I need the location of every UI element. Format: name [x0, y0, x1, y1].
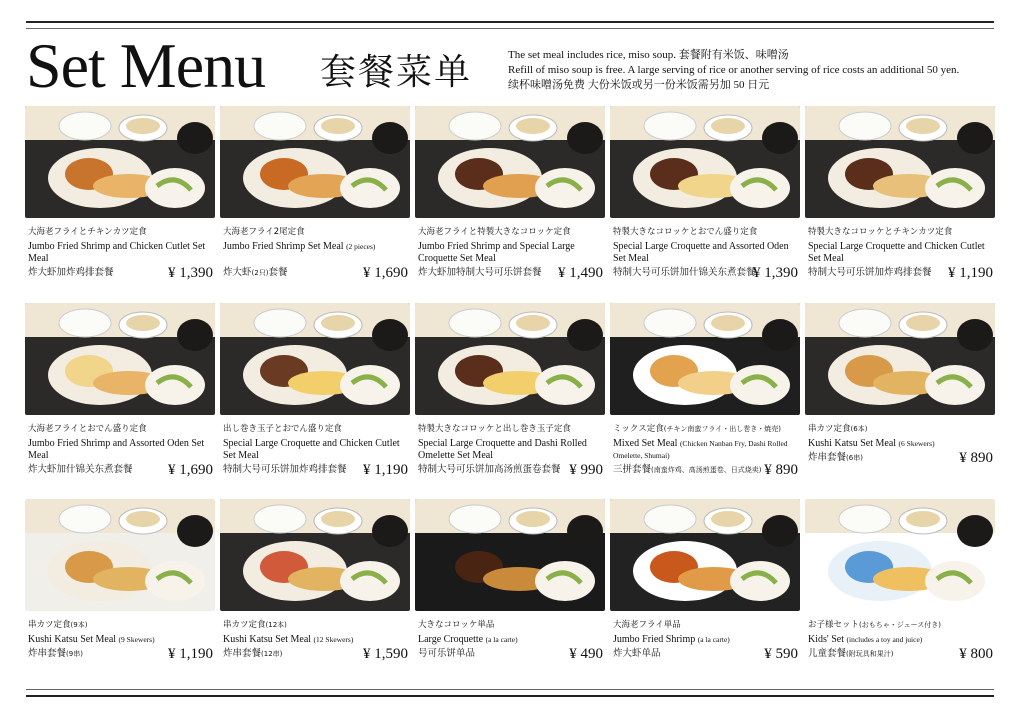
- item-name-japanese-text: 串カツ定食: [223, 620, 266, 630]
- item-name-english: [418, 241, 604, 265]
- item-name-japanese-note: (9本): [70, 621, 88, 629]
- item-name-english: [808, 241, 994, 265]
- item-name-japanese-note: (6本): [850, 425, 868, 433]
- item-name-chinese: [28, 648, 83, 660]
- item-name-japanese: [418, 227, 571, 238]
- item-name-english-note: (6 Skewers): [898, 439, 935, 448]
- menu-item-card[interactable]: [610, 106, 800, 288]
- item-price: ¥ 1,690: [363, 265, 408, 281]
- menu-item-card[interactable]: [25, 303, 215, 485]
- item-name-chinese-suffix: 套餐: [268, 267, 288, 278]
- item-name-chinese: [808, 267, 932, 279]
- dish-photo: [805, 106, 995, 218]
- item-price: ¥ 1,390: [168, 265, 213, 281]
- note-line: 续杯味噌汤免费 大份米饭或另一份米饭需另加 50 日元: [508, 79, 770, 91]
- item-name-chinese: [808, 452, 863, 464]
- item-name-english: [223, 438, 409, 462]
- item-name-japanese-text: 特製大きなコロッケと出し巻き玉子定食: [418, 424, 571, 434]
- menu-item-card[interactable]: [805, 499, 995, 681]
- item-name-japanese-text: 大海老フライ2尾定食: [223, 227, 305, 237]
- item-price: ¥ 1,190: [363, 462, 408, 478]
- menu-item-card[interactable]: [220, 303, 410, 485]
- menu-item-card[interactable]: [25, 499, 215, 681]
- item-name-chinese: [223, 648, 282, 660]
- item-name-chinese-text: 号可乐饼单品: [418, 648, 476, 659]
- dish-photo: [805, 303, 995, 415]
- item-name-chinese: [613, 267, 756, 279]
- item-name-english-text: Special Large Croquette and Assorted Oden Set Meal: [613, 241, 789, 264]
- item-name-english-text: Jumbo Fried Shrimp Set Meal: [223, 241, 344, 252]
- item-name-chinese-text: 炸串套餐: [808, 452, 847, 463]
- item-name-japanese: [808, 424, 867, 435]
- item-price: ¥ 590: [764, 646, 798, 662]
- item-name-chinese-text: 特制大号可乐饼加高汤煎蛋卷套餐: [418, 464, 561, 475]
- item-price: ¥ 1,590: [363, 646, 408, 662]
- bottom-rule-thin: [26, 689, 994, 690]
- item-name-english-text: Special Large Croquette and Chicken Cutlet Set Meal: [808, 241, 985, 264]
- item-name-chinese-text: 炸大虾加什锦关东煮套餐: [28, 464, 133, 475]
- item-name-chinese-note: (6串): [846, 454, 863, 462]
- item-name-chinese-text: 三拼套餐: [613, 464, 652, 475]
- note-line: Refill of miso soup is free. A large serving of rice or another serving of rice costs an additional 50 yen.: [508, 64, 960, 76]
- item-name-english: [613, 241, 799, 265]
- item-name-japanese-text: 大海老フライ単品: [613, 620, 681, 630]
- item-name-chinese-text: 儿童套餐: [808, 648, 847, 659]
- item-name-chinese: [28, 464, 133, 476]
- item-name-japanese-note: (12本): [265, 621, 287, 629]
- item-name-chinese: [613, 464, 761, 476]
- dish-photo: [25, 499, 215, 611]
- item-name-japanese: [613, 227, 757, 238]
- menu-item-card[interactable]: [415, 499, 605, 681]
- dish-photo: [220, 106, 410, 218]
- item-name-japanese: [28, 227, 147, 238]
- item-name-japanese-text: 大海老フライと特製大きなコロッケ定食: [418, 227, 571, 237]
- item-name-english-note: (9 Skewers): [118, 635, 155, 644]
- item-price: ¥ 1,490: [558, 265, 603, 281]
- item-name-chinese: [223, 464, 347, 476]
- item-price: ¥ 1,390: [753, 265, 798, 281]
- menu-item-card[interactable]: [415, 106, 605, 288]
- item-name-japanese: [613, 424, 781, 435]
- item-name-japanese: [28, 620, 87, 631]
- bottom-rule-thick: [26, 695, 994, 697]
- item-name-japanese-note: (チキン南蛮フライ・出し巻き・焼売): [663, 425, 781, 433]
- page-title: Set Menu: [26, 30, 266, 101]
- dish-photo: [220, 499, 410, 611]
- item-name-japanese-text: 特製大きなコロッケとチキンカツ定食: [808, 227, 953, 237]
- item-name-chinese: [808, 648, 893, 660]
- item-name-english-text: Special Large Croquette and Chicken Cutlet Set Meal: [223, 438, 400, 461]
- item-name-chinese-note: (南蛮炸鸡、高汤煎蛋卷、日式烧卖): [651, 466, 762, 474]
- note-line: The set meal includes rice, miso soup. 套餐附有米饭、味噌汤: [508, 49, 789, 61]
- item-price: ¥ 1,190: [948, 265, 993, 281]
- item-name-english-note: (a la carte): [697, 635, 730, 644]
- item-name-chinese: [28, 267, 114, 279]
- dish-photo: [415, 106, 605, 218]
- dish-photo: [415, 499, 605, 611]
- dish-photo: [610, 303, 800, 415]
- item-name-chinese: [418, 267, 542, 279]
- item-name-english-text: Jumbo Fried Shrimp: [613, 634, 696, 645]
- item-name-japanese-text: お子様セット: [808, 620, 860, 630]
- item-name-english: [223, 241, 409, 253]
- item-name-english-text: Kushi Katsu Set Meal: [28, 634, 117, 645]
- item-name-chinese: [418, 648, 475, 660]
- dish-photo: [805, 499, 995, 611]
- item-name-japanese-text: 大海老フライとチキンカツ定食: [28, 227, 147, 237]
- item-name-japanese: [418, 424, 571, 435]
- item-name-chinese: [613, 648, 661, 660]
- item-name-english: [613, 438, 799, 462]
- item-name-chinese-text: 炸大虾单品: [613, 648, 661, 659]
- dish-photo: [610, 106, 800, 218]
- item-name-english-text: Kushi Katsu Set Meal: [808, 438, 897, 449]
- top-rule-thin: [26, 28, 994, 29]
- item-name-japanese-text: 出し巻き玉子とおでん盛り定食: [223, 424, 342, 434]
- item-name-english: [28, 438, 214, 462]
- item-name-chinese-text: 炸大虾: [223, 267, 252, 278]
- item-name-japanese: [223, 620, 287, 631]
- item-name-japanese: [28, 424, 147, 435]
- item-name-chinese-text: 炸大虾加特制大号可乐饼套餐: [418, 267, 542, 278]
- item-name-chinese-note: (2只): [251, 269, 269, 277]
- item-price: ¥ 890: [764, 462, 798, 478]
- item-name-japanese-text: 大海老フライとおでん盛り定食: [28, 424, 147, 434]
- item-name-japanese-note: (おもちゃ・ジュース付き): [859, 621, 941, 629]
- item-name-chinese-text: 特制大号可乐饼加炸鸡排套餐: [808, 267, 932, 278]
- item-name-english-text: Jumbo Fried Shrimp and Chicken Cutlet Set Meal: [28, 241, 206, 264]
- item-name-chinese-text: 炸串套餐: [28, 648, 67, 659]
- item-name-english-note: (a la carte): [485, 635, 518, 644]
- item-name-english-text: Special Large Croquette and Dashi Rolled Omelette Set Meal: [418, 438, 587, 461]
- item-name-english: [418, 438, 604, 462]
- page-title-chinese: 套餐菜单: [320, 52, 473, 93]
- item-name-chinese-text: 炸大虾加炸鸡排套餐: [28, 267, 114, 278]
- dish-photo: [220, 303, 410, 415]
- item-name-english-note: (includes a toy and juice): [846, 635, 923, 644]
- set-meal-notes: [508, 48, 998, 93]
- item-name-japanese: [613, 620, 681, 631]
- dish-photo: [610, 499, 800, 611]
- dish-photo: [25, 106, 215, 218]
- menu-item-card[interactable]: [415, 303, 605, 485]
- item-name-chinese: [418, 464, 561, 476]
- item-name-english-note: (12 Skewers): [313, 635, 354, 644]
- menu-item-card[interactable]: [805, 106, 995, 288]
- item-name-japanese-text: 串カツ定食: [808, 424, 851, 434]
- item-name-english-text: Kids' Set: [808, 634, 844, 645]
- dish-photo: [415, 303, 605, 415]
- item-name-japanese: [808, 227, 952, 238]
- dish-photo: [25, 303, 215, 415]
- item-name-chinese-note: (附玩具和果汁): [846, 650, 894, 658]
- item-price: ¥ 1,190: [168, 646, 213, 662]
- item-name-japanese: [808, 620, 941, 631]
- menu-item-card[interactable]: [610, 499, 800, 681]
- menu-item-card[interactable]: [610, 303, 800, 485]
- item-name-english-note: (Chicken Nanban Fry, Dashi Rolled Omelette, Shumai): [613, 439, 788, 460]
- item-price: ¥ 890: [959, 450, 993, 466]
- item-name-japanese-text: ミックス定食: [613, 424, 664, 434]
- item-name-japanese: [223, 227, 305, 238]
- top-rule-thick: [26, 21, 994, 23]
- item-name-chinese-text: 炸串套餐: [223, 648, 262, 659]
- item-name-japanese-text: 特製大きなコロッケとおでん盛り定食: [613, 227, 758, 237]
- item-name-chinese-text: 特制大号可乐饼加什锦关东煮套餐: [613, 267, 756, 278]
- item-price: ¥ 1,690: [168, 462, 213, 478]
- item-name-english-text: Kushi Katsu Set Meal: [223, 634, 312, 645]
- item-price: ¥ 990: [569, 462, 603, 478]
- item-name-japanese: [223, 424, 342, 435]
- menu-item-card[interactable]: [220, 499, 410, 681]
- item-price: ¥ 800: [959, 646, 993, 662]
- item-name-english-note: (2 pieces): [346, 242, 376, 251]
- item-name-japanese: [418, 620, 494, 631]
- item-name-english-text: Jumbo Fried Shrimp and Special Large Croquette Set Meal: [418, 241, 575, 264]
- item-name-japanese-text: 大きなコロッケ単品: [418, 620, 495, 630]
- item-name-japanese-text: 串カツ定食: [28, 620, 71, 630]
- menu-item-card[interactable]: [220, 106, 410, 288]
- item-name-english: [28, 241, 214, 265]
- item-name-chinese-note: (12串): [261, 650, 283, 658]
- item-name-english-text: Jumbo Fried Shrimp and Assorted Oden Set Meal: [28, 438, 205, 461]
- item-name-english-text: Large Croquette: [418, 634, 484, 645]
- item-name-chinese-text: 特制大号可乐饼加炸鸡排套餐: [223, 464, 347, 475]
- menu-item-card[interactable]: [805, 303, 995, 485]
- item-name-chinese-note: (9串): [66, 650, 83, 658]
- item-price: ¥ 490: [569, 646, 603, 662]
- item-name-english-text: Mixed Set Meal: [613, 438, 678, 449]
- menu-item-card[interactable]: [25, 106, 215, 288]
- item-name-chinese: [223, 267, 287, 279]
